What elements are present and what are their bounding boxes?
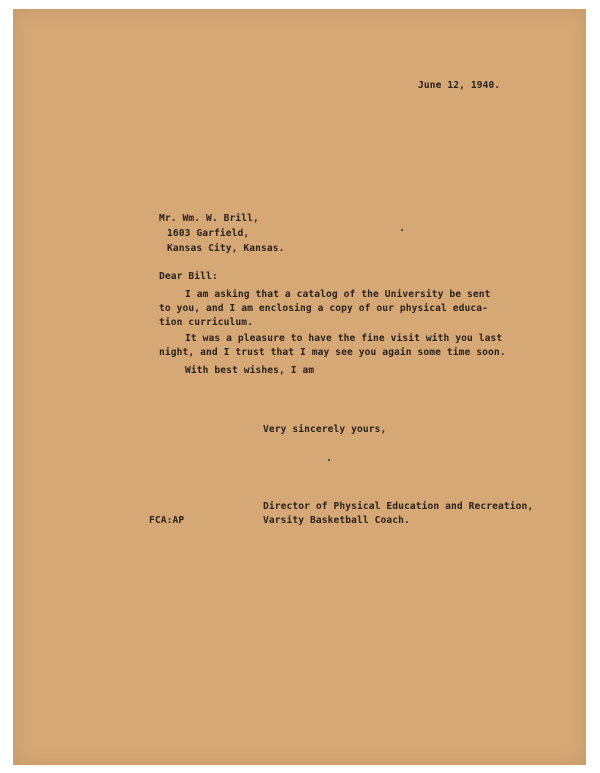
complimentary-close: Very sincerely yours, bbox=[263, 424, 387, 435]
salutation: Dear Bill: bbox=[159, 271, 218, 282]
paragraph-2-line-2: night, and I trust that I may see you again some time soon. bbox=[159, 347, 506, 358]
paper-speck bbox=[328, 459, 330, 461]
signature-title-line-2: Varsity Basketball Coach. bbox=[263, 515, 410, 526]
paragraph-1-line-3: tion curriculum. bbox=[159, 317, 254, 328]
letter-date: June 12, 1940. bbox=[418, 80, 501, 91]
signature-title-line-1: Director of Physical Education and Recreation, bbox=[263, 501, 534, 512]
letter-page bbox=[13, 9, 586, 765]
recipient-street: 1603 Garfield, bbox=[167, 228, 250, 239]
paper-speck bbox=[401, 229, 403, 231]
recipient-name: Mr. Wm. W. Brill, bbox=[159, 213, 259, 224]
paragraph-3: With best wishes, I am bbox=[185, 365, 315, 376]
reference-initials: FCA:AP bbox=[149, 515, 185, 526]
paragraph-2-line-1: It was a pleasure to have the fine visit with you last bbox=[185, 333, 503, 344]
paragraph-1-line-1: I am asking that a catalog of the University be sent bbox=[185, 289, 491, 300]
recipient-city: Kansas City, Kansas. bbox=[167, 243, 285, 254]
paragraph-1-line-2: to you, and I am enclosing a copy of our physical educa- bbox=[159, 303, 489, 314]
